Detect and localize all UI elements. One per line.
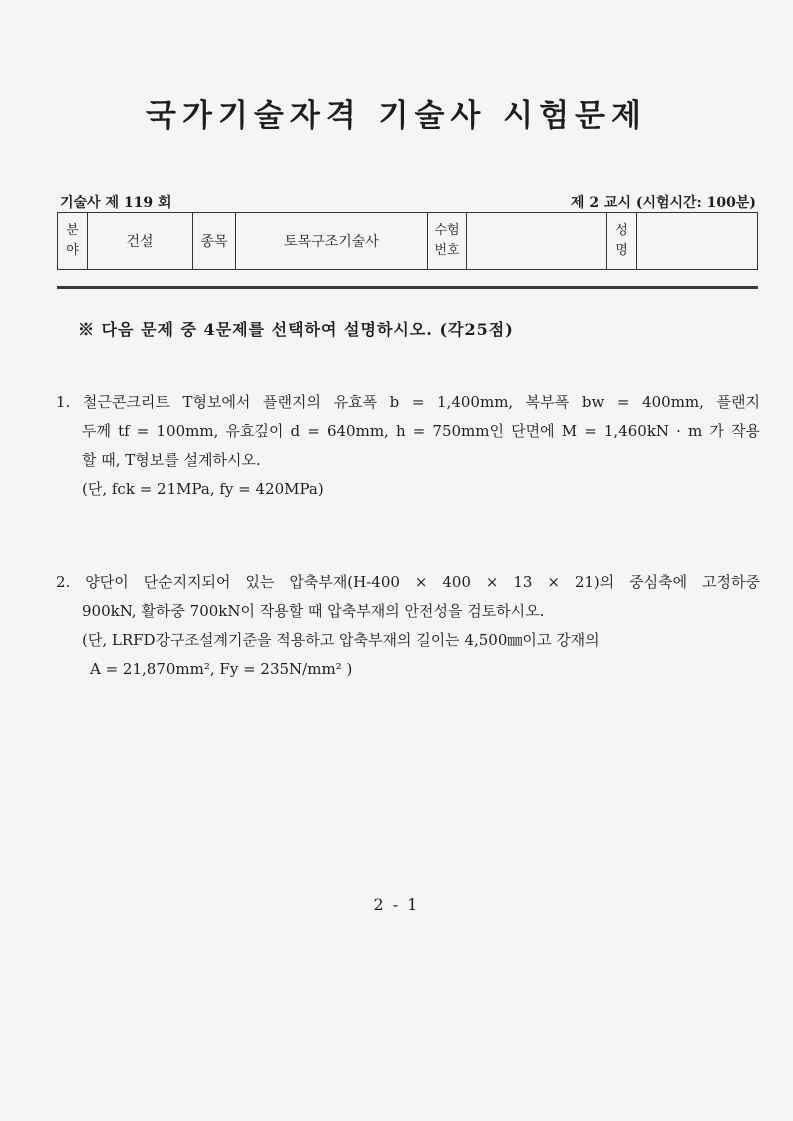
name-field[interactable] <box>637 213 758 270</box>
question-1 <box>56 388 760 504</box>
page-title: 국가기술자격 기술사 시험문제 <box>146 98 647 134</box>
question-2-line-4: A = 21,870mm², Fy = 235N/mm² ) <box>90 660 353 678</box>
divider <box>57 286 758 289</box>
exam-info-table <box>57 212 758 270</box>
instruction: ※ 다음 문제 중 4문제를 선택하여 설명하시오. (각25점) <box>78 320 514 339</box>
exam-round: 기술사 제 119 회 <box>60 195 172 211</box>
question-2-line-2: 900kN, 활하중 700kN이 작용할 때 압축부재의 안전성을 검토하시오. <box>82 602 545 620</box>
name-label: 성 명 <box>607 213 637 270</box>
question-2-line-1: 2. 양단이 단순지지되어 있는 압축부재(H-400 × 400 × 13 × 21)의 중심축에 고정하중 <box>56 573 760 591</box>
exam-no-label: 수험 번호 <box>428 213 467 270</box>
question-2-line-3: (단, LRFD강구조설계기준을 적용하고 압축부재의 길이는 4,500㎜이고 강재의 <box>82 631 600 649</box>
exam-no-field[interactable] <box>467 213 607 270</box>
question-2 <box>56 568 760 684</box>
question-1-line-4: (단, fck = 21MPa, fy = 420MPa) <box>82 480 324 498</box>
question-1-line-1: 1. 철근콘크리트 T형보에서 플랜지의 유효폭 b = 1,400mm, 복부폭 bw = 400mm, 플랜지 <box>56 393 760 411</box>
question-1-line-2: 두께 tf = 100mm, 유효깊이 d = 640mm, h = 750mm인 단면에 M = 1,460kN · m 가 작용 <box>82 422 760 440</box>
category-label: 종목 <box>193 213 236 270</box>
exam-meta <box>60 192 760 212</box>
category-value: 토목구조기술사 <box>236 213 428 270</box>
field-label: 분 야 <box>58 213 88 270</box>
page-number: 2 - 1 <box>373 895 420 914</box>
field-value: 건설 <box>88 213 193 270</box>
session-info: 제 2 교시 (시험시간: 100분) <box>570 195 756 211</box>
question-1-line-3: 할 때, T형보를 설계하시오. <box>82 451 261 469</box>
